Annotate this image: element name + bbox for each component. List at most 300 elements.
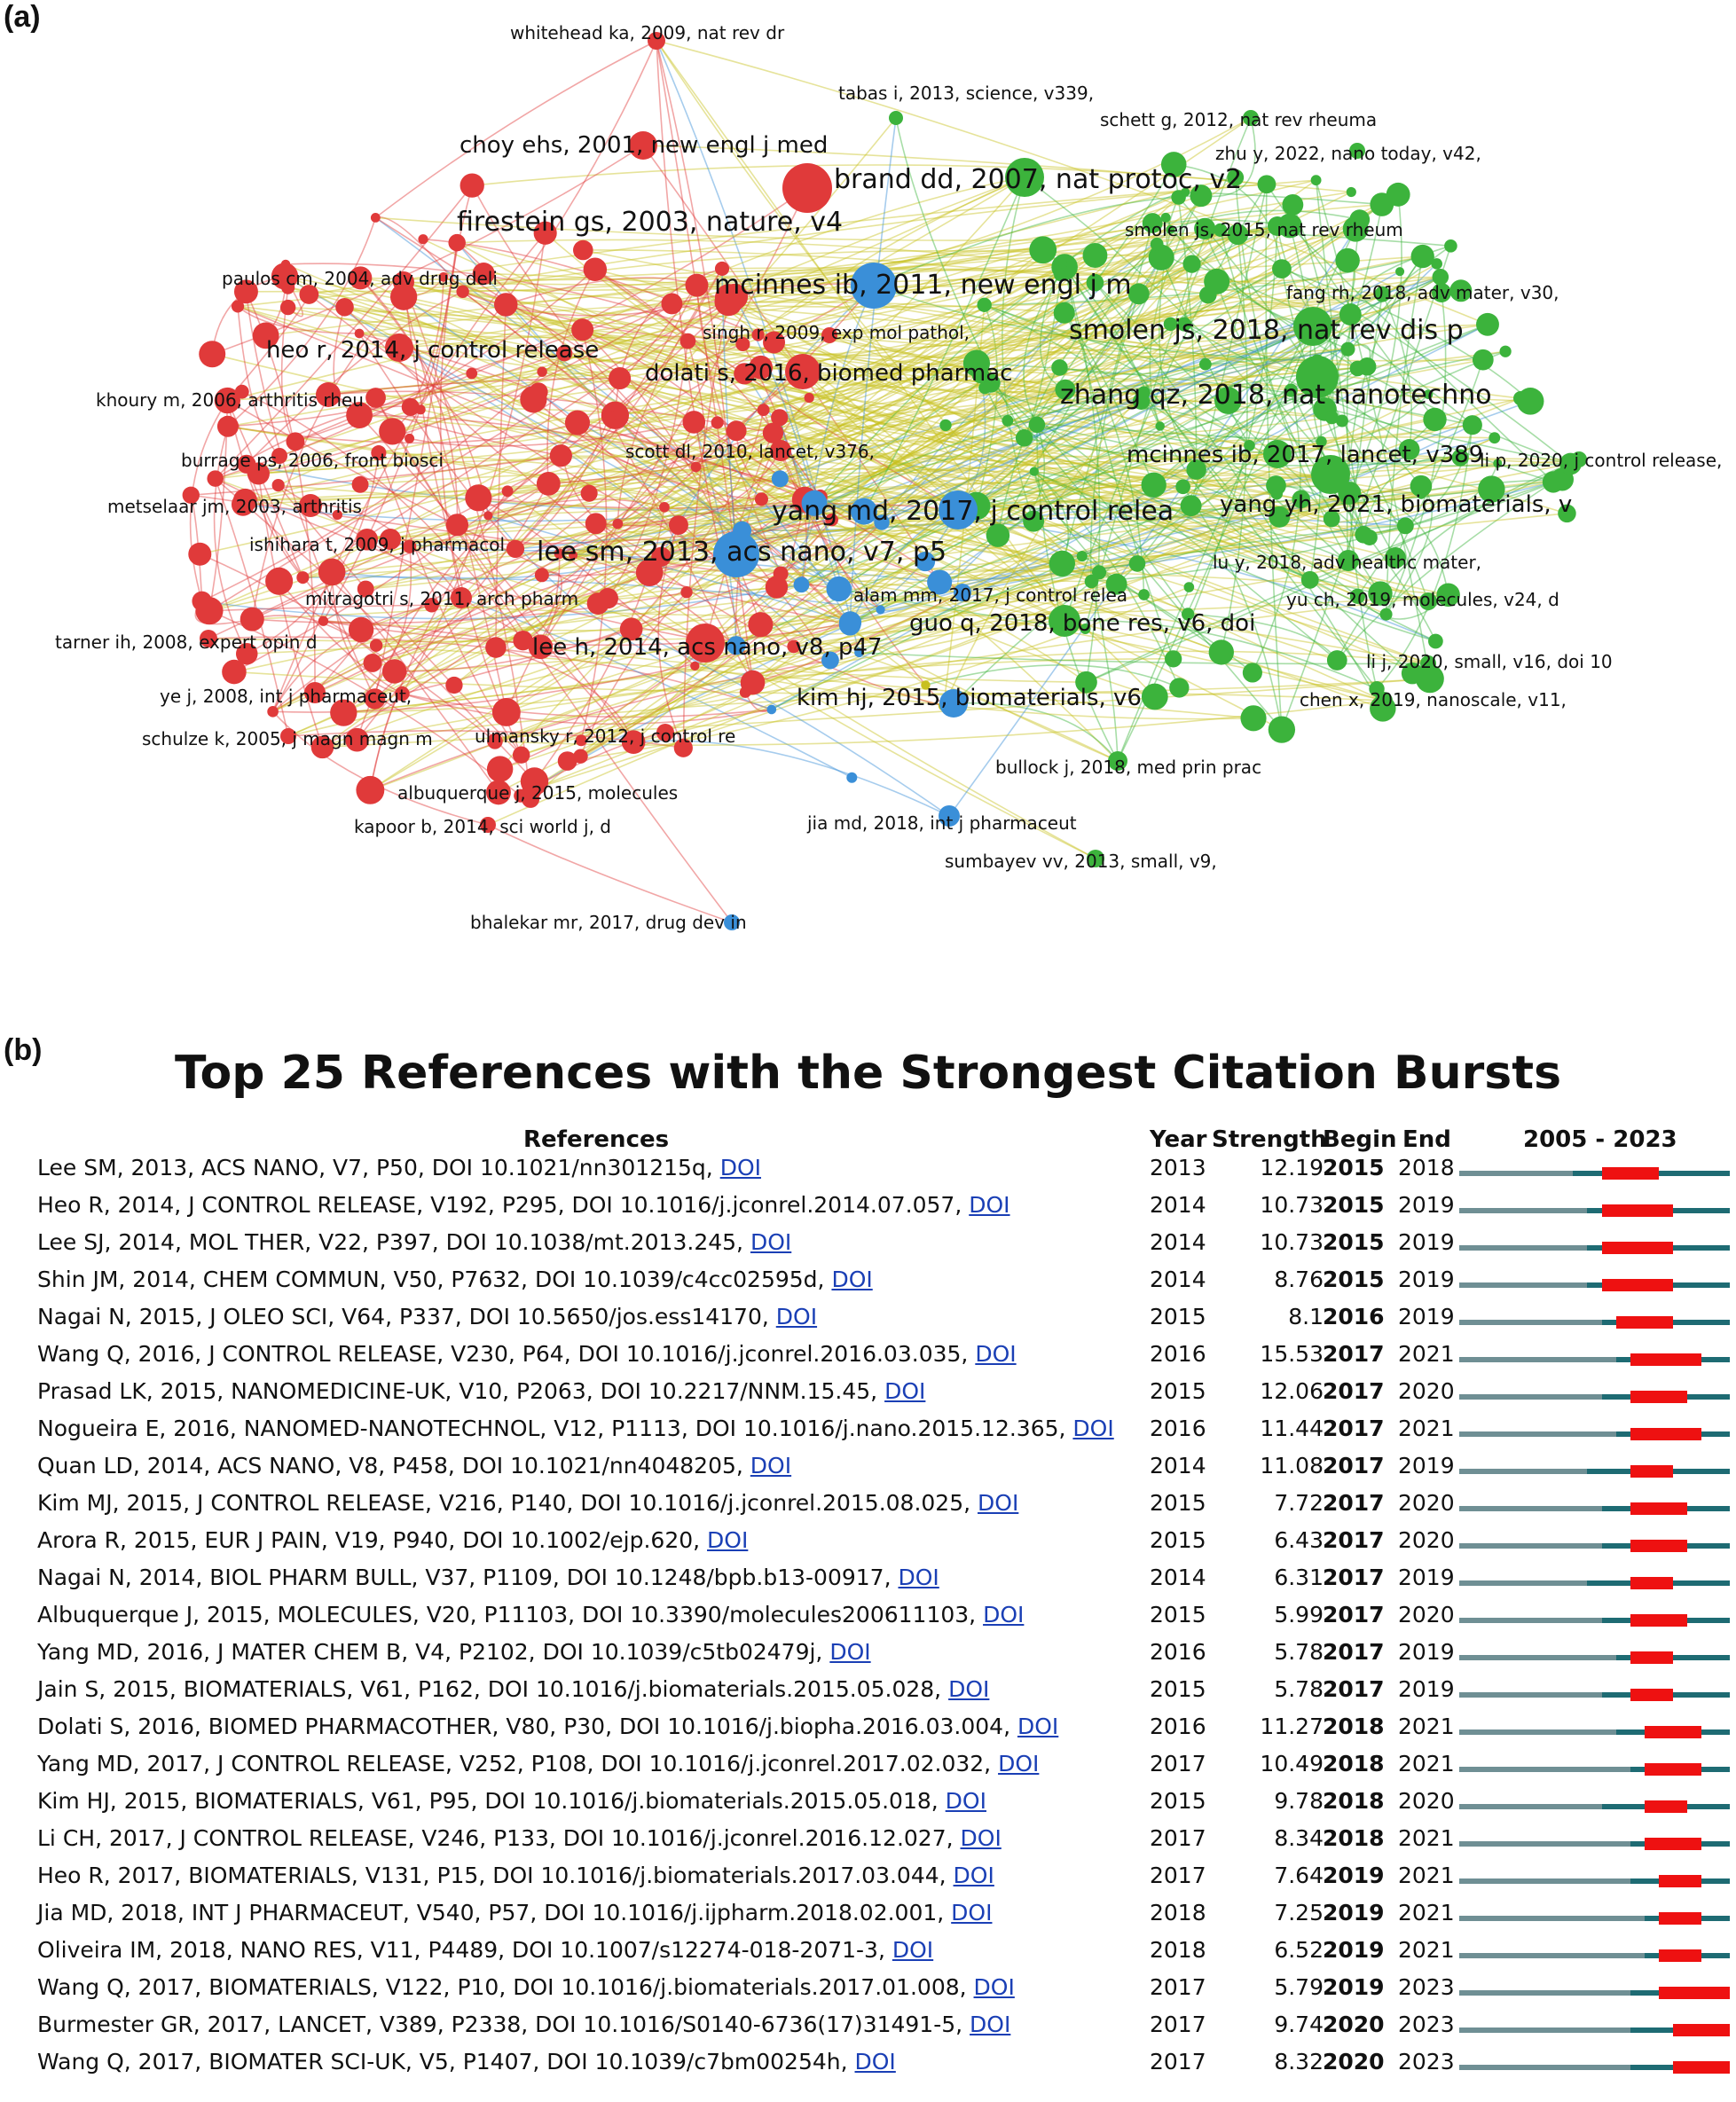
cell-strength: 10.73 <box>1260 1192 1324 1218</box>
cell-year: 2014 <box>1150 1192 1206 1218</box>
timeline-burst <box>1659 1875 1701 1887</box>
doi-link[interactable]: DOI <box>884 1378 926 1404</box>
network-node <box>318 616 328 626</box>
timeline-pre-publication <box>1459 1357 1616 1362</box>
cell-year: 2017 <box>1150 1974 1206 2000</box>
network-node <box>349 617 373 642</box>
network-node <box>1411 245 1434 268</box>
network-node-label: jia md, 2018, int j pharmaceut <box>807 812 1077 834</box>
cell-year: 2013 <box>1150 1155 1206 1180</box>
timeline-burst <box>1630 1614 1687 1627</box>
cell-strength: 8.76 <box>1274 1267 1324 1292</box>
network-node <box>1240 705 1266 731</box>
cell-end: 2021 <box>1398 1416 1455 1441</box>
network-node <box>352 476 369 493</box>
network-node-label: chen x, 2019, nanoscale, v11, <box>1300 689 1567 710</box>
cell-year: 2015 <box>1150 1378 1206 1404</box>
timeline-pre-publication <box>1459 1618 1602 1623</box>
reference-text: Wang Q, 2017, BIOMATER SCI-UK, V5, P1407, DOI 10.1039/c7bm00254h, DOI <box>37 2049 896 2075</box>
network-node <box>876 605 884 614</box>
reference-text: Quan LD, 2014, ACS NANO, V8, P458, DOI 10.1021/nn4048205, DOI <box>37 1453 792 1478</box>
timeline-burst <box>1673 2061 1730 2074</box>
network-node <box>680 586 692 598</box>
cell-begin: 2015 <box>1323 1155 1385 1180</box>
doi-link[interactable]: DOI <box>829 1639 871 1665</box>
network-node-label: smolen js, 2015, nat rev rheum <box>1125 219 1403 240</box>
network-node <box>669 515 688 535</box>
cell-year: 2016 <box>1150 1341 1206 1367</box>
network-node <box>513 746 530 763</box>
network-node <box>1358 357 1377 376</box>
cell-end: 2021 <box>1398 1714 1455 1739</box>
network-node <box>794 576 810 592</box>
network-node <box>1327 650 1347 671</box>
network-node-label: smolen js, 2018, nat rev dis p <box>1069 315 1464 346</box>
network-node <box>846 773 857 783</box>
network-node-label: mcinnes ib, 2017, lancet, v389 <box>1127 442 1484 468</box>
cell-year: 2018 <box>1150 1900 1206 1926</box>
cell-begin: 2015 <box>1323 1192 1385 1218</box>
network-node-labelled <box>782 163 832 213</box>
network-node <box>507 540 524 558</box>
timeline-burst <box>1630 1502 1687 1515</box>
header-strength: Strength <box>1212 1126 1327 1153</box>
reference-text: Kim HJ, 2015, BIOMATERIALS, V61, P95, DOI 10.1016/j.biomaterials.2015.05.018, DOI <box>37 1788 986 1814</box>
cell-strength: 6.52 <box>1274 1937 1324 1963</box>
network-node <box>691 462 702 473</box>
cell-end: 2021 <box>1398 1937 1455 1963</box>
network-node-label: heo r, 2014, j control release <box>266 337 600 364</box>
network-node <box>683 411 706 434</box>
doi-link[interactable]: DOI <box>951 1900 993 1926</box>
network-node-labelled <box>889 111 903 125</box>
cell-year: 2018 <box>1150 1937 1206 1963</box>
doi-link[interactable]: DOI <box>831 1267 873 1292</box>
network-node <box>1199 358 1212 371</box>
network-node-label: ye j, 2008, int j pharmaceut, <box>160 686 412 707</box>
header-year: Year <box>1150 1126 1207 1153</box>
timeline-burst <box>1630 1391 1687 1403</box>
network-node <box>826 576 851 601</box>
network-node <box>939 420 951 431</box>
cell-begin: 2017 <box>1323 1341 1385 1367</box>
cell-end: 2019 <box>1398 1229 1455 1255</box>
network-node-label: schulze k, 2005, j magn magn m <box>142 728 433 749</box>
network-node <box>418 234 428 244</box>
reference-text: Lee SM, 2013, ACS NANO, V7, P50, DOI 10.1021/nn301215q, DOI <box>37 1155 761 1180</box>
network-node <box>1058 260 1067 269</box>
doi-link[interactable]: DOI <box>983 1602 1025 1627</box>
network-node-label: yu ch, 2019, molecules, v24, d <box>1286 589 1559 610</box>
network-node <box>1155 421 1165 431</box>
cell-end: 2019 <box>1398 1565 1455 1590</box>
network-node <box>1476 313 1499 336</box>
cell-strength: 10.73 <box>1260 1229 1324 1255</box>
network-node-label: lee sm, 2013, acs nano, v7, p5 <box>537 537 947 568</box>
network-node <box>371 213 381 223</box>
network-node-label: fang rh, 2018, adv mater, v30, <box>1286 282 1559 303</box>
cell-year: 2015 <box>1150 1602 1206 1627</box>
cell-strength: 6.43 <box>1274 1527 1324 1553</box>
network-node <box>986 523 1009 546</box>
doi-link[interactable]: DOI <box>750 1453 792 1478</box>
doi-link[interactable]: DOI <box>998 1751 1040 1777</box>
cell-begin: 2020 <box>1323 2049 1385 2075</box>
burst-row <box>0 1337 1736 1375</box>
timeline-pre-publication <box>1459 1208 1587 1213</box>
reference-text: Yang MD, 2017, J CONTROL RELEASE, V252, P108, DOI 10.1016/j.jconrel.2017.02.032, DOI <box>37 1751 1040 1777</box>
network-node-label: whitehead ka, 2009, nat rev dr <box>510 22 785 43</box>
network-node <box>1269 716 1295 742</box>
burst-row <box>0 1747 1736 1784</box>
burst-row <box>0 1412 1736 1449</box>
burst-row <box>0 1375 1736 1412</box>
cell-begin: 2017 <box>1323 1676 1385 1702</box>
cell-year: 2014 <box>1150 1565 1206 1590</box>
cell-year: 2017 <box>1150 1751 1206 1777</box>
network-node-label: tabas i, 2013, science, v339, <box>838 82 1095 104</box>
network-node-label: paulos cm, 2004, adv drug deli <box>222 268 498 289</box>
network-node <box>1444 239 1457 253</box>
timeline-pre-publication <box>1459 1245 1587 1251</box>
doi-link[interactable]: DOI <box>945 1788 986 1814</box>
network-node-label: ishihara t, 2009, j pharmacol <box>249 534 506 555</box>
network-node <box>612 519 623 529</box>
network-node <box>839 614 861 636</box>
timeline-burst <box>1602 1167 1659 1180</box>
timeline-pre-publication <box>1459 1692 1602 1698</box>
cell-year: 2016 <box>1150 1714 1206 1739</box>
network-node <box>1029 417 1046 434</box>
timeline-pre-publication <box>1459 1469 1587 1474</box>
cell-end: 2023 <box>1398 2012 1455 2037</box>
burst-row <box>0 2008 1736 2045</box>
timeline-pre-publication <box>1459 1878 1630 1884</box>
doi-link[interactable]: DOI <box>892 1937 934 1963</box>
network-node-label: albuquerque j, 2015, molecules <box>397 782 679 804</box>
reference-text: Lee SJ, 2014, MOL THER, V22, P397, DOI 10.1038/mt.2013.245, DOI <box>37 1229 792 1255</box>
cell-strength: 7.64 <box>1274 1863 1324 1888</box>
timeline-burst <box>1645 1838 1701 1850</box>
doi-link[interactable]: DOI <box>707 1527 749 1553</box>
burst-row <box>0 1300 1736 1337</box>
network-node <box>1092 565 1106 579</box>
network-node <box>685 274 708 297</box>
cell-strength: 5.99 <box>1274 1602 1324 1627</box>
cell-strength: 8.32 <box>1274 2049 1324 2075</box>
network-node <box>598 588 618 608</box>
reference-text: Nogueira E, 2016, NANOMED-NANOTECHNOL, V12, P1113, DOI 10.1016/j.nano.2015.12.365, DOI <box>37 1416 1114 1441</box>
network-node <box>192 592 211 611</box>
burst-row <box>0 1486 1736 1524</box>
citation-burst-table <box>0 1126 1736 2102</box>
network-node <box>445 677 462 694</box>
cell-year: 2017 <box>1150 2049 1206 2075</box>
network-node-label: li p, 2020, j control release, <box>1480 450 1723 471</box>
network-node <box>1002 415 1013 427</box>
network-node-label: guo q, 2018, bone res, v6, doi <box>909 610 1256 637</box>
network-node <box>1335 248 1360 273</box>
timeline-pre-publication <box>1459 1282 1587 1288</box>
network-node <box>335 298 354 317</box>
timeline-pre-publication <box>1459 1543 1602 1549</box>
network-node <box>1142 473 1166 498</box>
cell-end: 2019 <box>1398 1453 1455 1478</box>
network-node-label: singh r, 2009, exp mol pathol, <box>703 322 970 343</box>
cell-end: 2023 <box>1398 2049 1455 2075</box>
network-node <box>1258 175 1276 193</box>
network-node <box>1029 236 1057 263</box>
network-node <box>1325 411 1339 424</box>
cell-begin: 2017 <box>1323 1416 1385 1441</box>
timeline-pre-publication <box>1459 1506 1602 1511</box>
doi-link[interactable]: DOI <box>975 1341 1017 1367</box>
cell-strength: 11.08 <box>1260 1453 1324 1478</box>
timeline-pre-publication <box>1459 1767 1630 1772</box>
network-node-label: zhu y, 2022, nano today, v42, <box>1215 143 1481 164</box>
doi-link[interactable]: DOI <box>750 1229 792 1255</box>
network-node <box>741 671 766 695</box>
timeline-burst <box>1630 1689 1673 1701</box>
network-node <box>222 660 247 685</box>
network-node <box>1051 359 1067 375</box>
burst-row <box>0 1859 1736 1896</box>
cell-strength: 5.78 <box>1274 1639 1324 1665</box>
timeline-pre-publication <box>1459 1580 1587 1586</box>
network-node <box>1181 495 1202 516</box>
network-node <box>805 393 814 403</box>
doi-link[interactable]: DOI <box>960 1825 1002 1851</box>
network-node-label: burrage ps, 2006, front biosci <box>181 450 444 471</box>
network-node <box>537 366 546 376</box>
network-node <box>487 756 513 781</box>
burst-row <box>0 2045 1736 2082</box>
timeline-burst <box>1630 1465 1673 1478</box>
cell-strength: 11.27 <box>1260 1714 1324 1739</box>
cell-year: 2015 <box>1150 1527 1206 1553</box>
cell-year: 2014 <box>1150 1267 1206 1292</box>
timeline-pre-publication <box>1459 2027 1630 2033</box>
reference-text: Kim MJ, 2015, J CONTROL RELEASE, V216, P140, DOI 10.1016/j.jconrel.2015.08.025, DOI <box>37 1490 1019 1516</box>
network-node-label: metselaar jm, 2003, arthritis <box>107 496 362 517</box>
network-node <box>1428 634 1443 649</box>
network-node <box>573 749 587 764</box>
cell-end: 2020 <box>1398 1527 1455 1553</box>
network-node <box>535 568 549 582</box>
network-node <box>772 470 789 487</box>
reference-text: Arora R, 2015, EUR J PAIN, V19, P940, DOI 10.1002/ejp.620, DOI <box>37 1527 749 1553</box>
network-node-label: dolati s, 2016, biomed pharmac <box>645 360 1013 387</box>
network-node-label: bullock j, 2018, med prin prac <box>995 757 1262 778</box>
doi-link[interactable]: DOI <box>898 1565 939 1590</box>
network-node-label: ulmansky r, 2012, j control re <box>475 726 736 747</box>
cell-begin: 2018 <box>1323 1788 1385 1814</box>
timeline-pre-publication <box>1459 1320 1602 1325</box>
cell-end: 2019 <box>1398 1192 1455 1218</box>
network-node <box>286 432 304 451</box>
network-node <box>365 388 386 408</box>
cell-begin: 2015 <box>1323 1267 1385 1292</box>
burst-row <box>0 1561 1736 1598</box>
network-node <box>379 418 405 444</box>
network-node <box>1311 175 1322 185</box>
header-range: 2005 - 2023 <box>1523 1126 1677 1153</box>
network-node <box>188 543 211 566</box>
network-node <box>1138 589 1150 600</box>
cell-end: 2020 <box>1398 1378 1455 1404</box>
reference-text: Nagai N, 2015, J OLEO SCI, V64, P337, DOI 10.5650/jos.ess14170, DOI <box>37 1304 818 1329</box>
network-node-label: kim hj, 2015, biomaterials, v6 <box>797 685 1142 711</box>
cell-year: 2017 <box>1150 2012 1206 2037</box>
cell-end: 2019 <box>1398 1676 1455 1702</box>
network-node <box>483 511 492 520</box>
burst-row <box>0 1188 1736 1226</box>
network-node <box>550 444 572 467</box>
cell-strength: 9.74 <box>1274 2012 1324 2037</box>
reference-text: Dolati S, 2016, BIOMED PHARMACOTHER, V80, P30, DOI 10.1016/j.biopha.2016.03.004, DOI <box>37 1714 1059 1739</box>
network-node-label: brand dd, 2007, nat protoc, v2 <box>834 164 1243 195</box>
network-node <box>774 566 789 581</box>
cell-begin: 2015 <box>1323 1229 1385 1255</box>
cell-end: 2021 <box>1398 1900 1455 1926</box>
timeline-pre-publication <box>1459 1916 1645 1921</box>
cell-begin: 2017 <box>1323 1527 1385 1553</box>
network-node <box>1129 555 1146 572</box>
cell-begin: 2018 <box>1323 1751 1385 1777</box>
timeline-pre-publication <box>1459 1655 1616 1660</box>
timeline-burst <box>1630 1651 1673 1664</box>
cell-strength: 7.25 <box>1274 1900 1324 1926</box>
cell-strength: 8.1 <box>1288 1304 1324 1329</box>
network-node <box>766 705 776 715</box>
doi-link[interactable]: DOI <box>978 1490 1019 1516</box>
doi-link[interactable]: DOI <box>1017 1714 1059 1739</box>
network-edge <box>954 703 1118 761</box>
cell-strength: 5.79 <box>1274 1974 1324 2000</box>
network-node <box>240 608 264 631</box>
network-node-label: lee h, 2014, acs nano, v8, p47 <box>532 634 883 661</box>
panel-b-label: (b) <box>4 1033 43 1067</box>
cell-end: 2023 <box>1398 1974 1455 2000</box>
burst-row <box>0 1598 1736 1635</box>
network-node <box>1489 432 1500 443</box>
network-node <box>1282 194 1303 216</box>
network-node-label: bhalekar mr, 2017, drug dev in <box>470 912 747 933</box>
cell-end: 2018 <box>1398 1155 1455 1180</box>
burst-row <box>0 1226 1736 1263</box>
network-node <box>416 404 426 414</box>
cell-strength: 5.78 <box>1274 1676 1324 1702</box>
burst-row <box>0 1524 1736 1561</box>
cell-strength: 6.31 <box>1274 1565 1324 1590</box>
doi-link[interactable]: DOI <box>969 1192 1010 1218</box>
timeline-burst <box>1630 1428 1701 1440</box>
network-node <box>1499 346 1511 357</box>
cell-strength: 9.78 <box>1274 1788 1324 1814</box>
network-node <box>758 404 770 416</box>
network-node <box>272 479 285 491</box>
network-node <box>296 571 309 584</box>
cell-year: 2017 <box>1150 1863 1206 1888</box>
timeline-burst <box>1645 1800 1687 1813</box>
doi-link[interactable]: DOI <box>948 1676 990 1702</box>
timeline-burst <box>1659 1949 1701 1962</box>
network-node <box>711 416 724 428</box>
cell-begin: 2019 <box>1323 1974 1385 2000</box>
network-node <box>217 416 239 437</box>
timeline-burst <box>1659 1987 1730 1999</box>
doi-link[interactable]: DOI <box>970 2012 1011 2037</box>
cell-year: 2014 <box>1150 1229 1206 1255</box>
reference-text: Prasad LK, 2015, NANOMEDICINE-UK, V10, P2063, DOI 10.2217/NNM.15.45, DOI <box>37 1378 926 1404</box>
network-node <box>1199 286 1217 304</box>
network-node <box>280 300 295 315</box>
burst-row <box>0 1784 1736 1822</box>
network-node <box>584 258 608 282</box>
cell-begin: 2017 <box>1323 1602 1385 1627</box>
doi-link[interactable]: DOI <box>1072 1416 1114 1441</box>
network-node <box>585 513 607 534</box>
network-node <box>265 568 293 595</box>
cell-end: 2021 <box>1398 1863 1455 1888</box>
network-node-label: firestein gs, 2003, nature, v4 <box>457 207 844 238</box>
cell-end: 2021 <box>1398 1751 1455 1777</box>
network-node <box>581 485 598 502</box>
timeline-burst <box>1630 1577 1673 1589</box>
network-node <box>1423 408 1446 431</box>
cell-begin: 2020 <box>1323 2012 1385 2037</box>
network-node <box>659 502 670 513</box>
burst-row <box>0 1710 1736 1747</box>
doi-link[interactable]: DOI <box>854 2049 896 2075</box>
network-node <box>1243 663 1262 682</box>
timeline-burst <box>1645 1726 1701 1738</box>
cell-year: 2017 <box>1150 1825 1206 1851</box>
cell-end: 2021 <box>1398 1341 1455 1367</box>
network-node <box>1184 582 1195 592</box>
network-node <box>1165 650 1182 667</box>
network-node <box>520 386 546 412</box>
network-node-label: yang md, 2017, j control relea <box>772 496 1174 527</box>
timeline-burst <box>1602 1279 1673 1291</box>
cell-begin: 2019 <box>1323 1900 1385 1926</box>
reference-text: Heo R, 2017, BIOMATERIALS, V131, P15, DOI 10.1016/j.biomaterials.2017.03.044, DOI <box>37 1863 994 1888</box>
reference-text: Albuquerque J, 2015, MOLECULES, V20, P11103, DOI 10.3390/molecules200611103, DOI <box>37 1602 1025 1627</box>
network-node <box>494 293 518 317</box>
cell-begin: 2019 <box>1323 1937 1385 1963</box>
reference-text: Nagai N, 2014, BIOL PHARM BULL, V37, P1109, DOI 10.1248/bpb.b13-00917, DOI <box>37 1565 939 1590</box>
reference-text: Wang Q, 2017, BIOMATERIALS, V122, P10, DOI 10.1016/j.biomaterials.2017.01.008, DOI <box>37 1974 1015 2000</box>
network-node <box>1049 551 1075 576</box>
network-node <box>466 368 477 380</box>
network-node <box>502 485 514 497</box>
cell-strength: 8.34 <box>1274 1825 1324 1851</box>
doi-link[interactable]: DOI <box>973 1974 1015 2000</box>
network-node-label: mitragotri s, 2011, arch pharm <box>305 588 579 609</box>
doi-link[interactable]: DOI <box>775 1304 818 1329</box>
cell-strength: 12.19 <box>1260 1155 1324 1180</box>
cell-year: 2016 <box>1150 1639 1206 1665</box>
panel-a-label: (a) <box>4 0 41 34</box>
reference-text: Burmester GR, 2017, LANCET, V389, P2338, DOI 10.1016/S0140-6736(17)31491-5, DOI <box>37 2012 1011 2037</box>
doi-link[interactable]: DOI <box>719 1155 761 1180</box>
cell-year: 2014 <box>1150 1453 1206 1478</box>
cell-begin: 2017 <box>1323 1453 1385 1478</box>
network-node <box>382 659 406 683</box>
doi-link[interactable]: DOI <box>953 1863 994 1888</box>
cell-end: 2020 <box>1398 1490 1455 1516</box>
reference-text: Yang MD, 2016, J MATER CHEM B, V4, P2102, DOI 10.1039/c5tb02479j, DOI <box>37 1639 871 1665</box>
